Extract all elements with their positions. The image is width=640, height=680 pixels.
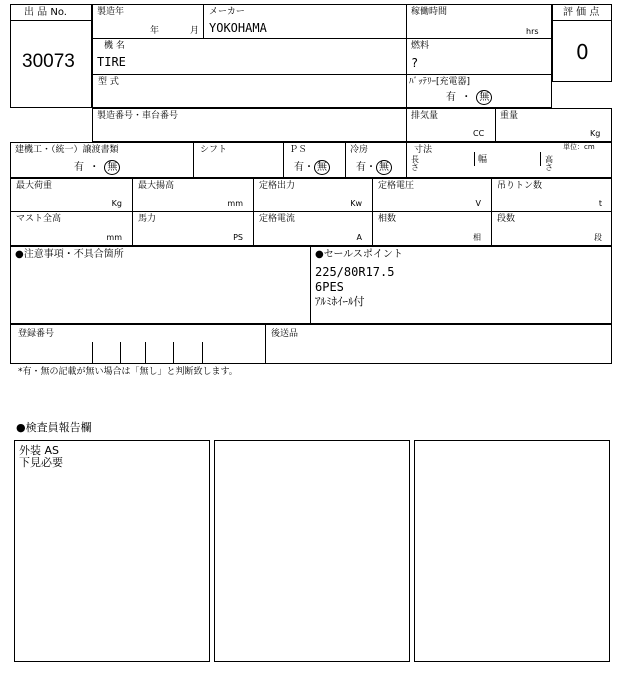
grid-line <box>92 74 552 75</box>
grid-line <box>120 342 121 364</box>
grid-line <box>491 211 492 246</box>
grid-line <box>92 38 552 39</box>
cooling-label: 冷房 <box>350 145 369 155</box>
operating-hours-unit: hrs <box>526 27 539 36</box>
ps-label: ＰＳ <box>289 145 308 155</box>
spec-unit: A <box>356 233 362 242</box>
sales-point-line: ｱﾙﾐﾎｲｰﾙ付 <box>315 295 365 308</box>
spec-unit: V <box>475 199 481 208</box>
weight-label: 重量 <box>500 111 519 121</box>
sales-point-line: 6PES <box>315 280 344 294</box>
grid-line <box>474 152 475 166</box>
grid-line <box>495 108 496 142</box>
grid-line <box>372 211 373 246</box>
footnote: *有・無の記載が無い場合は「無し」と判断致します。 <box>18 367 238 377</box>
grid-line <box>173 342 174 364</box>
grid-line <box>193 142 194 178</box>
rating-label: 評 価 点 <box>563 7 600 18</box>
year-unit: 年 <box>150 26 160 36</box>
manufacture-year-label: 製造年 <box>97 7 125 17</box>
battery-no-circled: 無 <box>476 90 492 105</box>
lot-no-label: 出 品 No. <box>24 7 67 18</box>
spec-label: マスト全高 <box>16 214 62 224</box>
maker-value: YOKOHAMA <box>209 21 267 35</box>
spec-label: 最大荷重 <box>16 181 53 191</box>
serial-label: 製造番号・車台番号 <box>97 111 179 121</box>
spec-row-b <box>10 211 612 246</box>
grid-line <box>406 4 407 108</box>
sales-point-line: 225/80R17.5 <box>315 265 395 279</box>
fuel-label: 燃料 <box>411 41 430 51</box>
grid-line <box>310 246 311 324</box>
maker-label: メーカー <box>209 7 245 17</box>
grid-line <box>491 178 492 212</box>
ps-no-circled: 無 <box>314 160 330 175</box>
spec-unit: Kw <box>350 199 362 208</box>
model-name-value: TIRE <box>97 55 126 69</box>
spec-unit: mm <box>227 199 243 208</box>
sales-points-label: ●セールスポイント <box>315 249 403 260</box>
grid-line <box>406 108 407 142</box>
grid-line <box>203 4 204 38</box>
dimensions-unit-note: 単位：cm <box>563 143 595 151</box>
lot-no-divider <box>10 20 92 21</box>
ps-choice <box>294 160 330 175</box>
spec-unit: 相 <box>473 233 481 242</box>
ps-yes: 有 <box>294 162 304 173</box>
notes-label: ●注意事項・不具合箇所 <box>15 249 124 260</box>
cooling-yes: 有 <box>356 162 366 173</box>
spec-label: 吊りトン数 <box>497 181 543 191</box>
spec-label: 定格出力 <box>259 181 296 191</box>
fuel-value: ? <box>411 56 419 70</box>
month-unit: 月 <box>190 26 200 36</box>
spec-label: 最大揚高 <box>138 181 175 191</box>
ps-dot: ・ <box>304 162 314 173</box>
dimension-length: 長さ <box>411 155 419 172</box>
transfer-doc-label: 建機工・（統一）譲渡書類 <box>15 145 119 155</box>
transfer-doc-no-circled: 無 <box>104 160 120 175</box>
inspector-note-line: 下見必要 <box>19 456 63 469</box>
grid-line <box>406 142 407 178</box>
grid-line <box>92 342 93 364</box>
spec-label: 定格電流 <box>259 214 296 224</box>
transfer-doc-yes: 有 <box>74 162 84 173</box>
transfer-doc-choice <box>74 160 120 175</box>
rating-divider <box>552 20 612 21</box>
spec-label: 相数 <box>378 214 397 224</box>
registration-label: 登録番号 <box>18 329 55 339</box>
rating-value: 0 <box>576 40 589 64</box>
cooling-no-circled: 無 <box>376 160 392 175</box>
spec-label: 段数 <box>497 214 516 224</box>
weight-unit: Kg <box>590 129 601 138</box>
spec-label: 定格電圧 <box>378 181 415 191</box>
dimension-height: 高さ <box>545 155 553 172</box>
spec-unit: t <box>598 199 602 208</box>
spec-label: 馬力 <box>138 214 157 224</box>
inspector-box-1 <box>14 440 210 662</box>
battery-yes: 有 <box>446 92 456 103</box>
grid-line <box>253 178 254 212</box>
displacement-label: 排気量 <box>411 111 439 121</box>
transfer-doc-dot: ・ <box>89 162 100 173</box>
shift-label: シフト <box>200 145 228 155</box>
spec-unit: mm <box>106 233 122 242</box>
battery-dot: ・ <box>461 92 472 103</box>
inspector-note-line: 外装 AS <box>19 444 60 457</box>
lot-no-value: 30073 <box>22 51 75 72</box>
spec-unit: 段 <box>594 233 602 242</box>
inspector-title: ●検査員報告欄 <box>16 421 92 434</box>
grid-line <box>145 342 146 364</box>
grid-line <box>540 152 541 166</box>
grid-line <box>202 342 203 364</box>
model-name-label: 機 名 <box>104 41 125 51</box>
grid-line <box>132 211 133 246</box>
grid-line <box>132 178 133 212</box>
dimensions-label: 寸法 <box>414 145 433 155</box>
spec-unit: PS <box>233 233 243 242</box>
grid-line <box>253 211 254 246</box>
inspector-box-3 <box>414 440 610 662</box>
cooling-choice <box>356 160 392 175</box>
grid-line <box>265 324 266 364</box>
inspector-box-2 <box>214 440 410 662</box>
shipped-later-label: 後送品 <box>271 329 299 339</box>
battery-label: ﾊﾞｯﾃﾘｰ[充電器] <box>409 77 471 87</box>
operating-hours-label: 稼働時間 <box>411 7 448 17</box>
model-type-label: 型 式 <box>98 77 119 87</box>
grid-line <box>283 142 284 178</box>
registration-row <box>10 324 612 364</box>
battery-choice <box>446 90 492 105</box>
grid-line <box>372 178 373 212</box>
spec-unit: Kg <box>111 199 122 208</box>
dimension-width: 幅 <box>478 155 488 165</box>
cooling-dot: ・ <box>366 162 376 173</box>
displacement-unit: CC <box>473 129 485 138</box>
grid-line <box>345 142 346 178</box>
